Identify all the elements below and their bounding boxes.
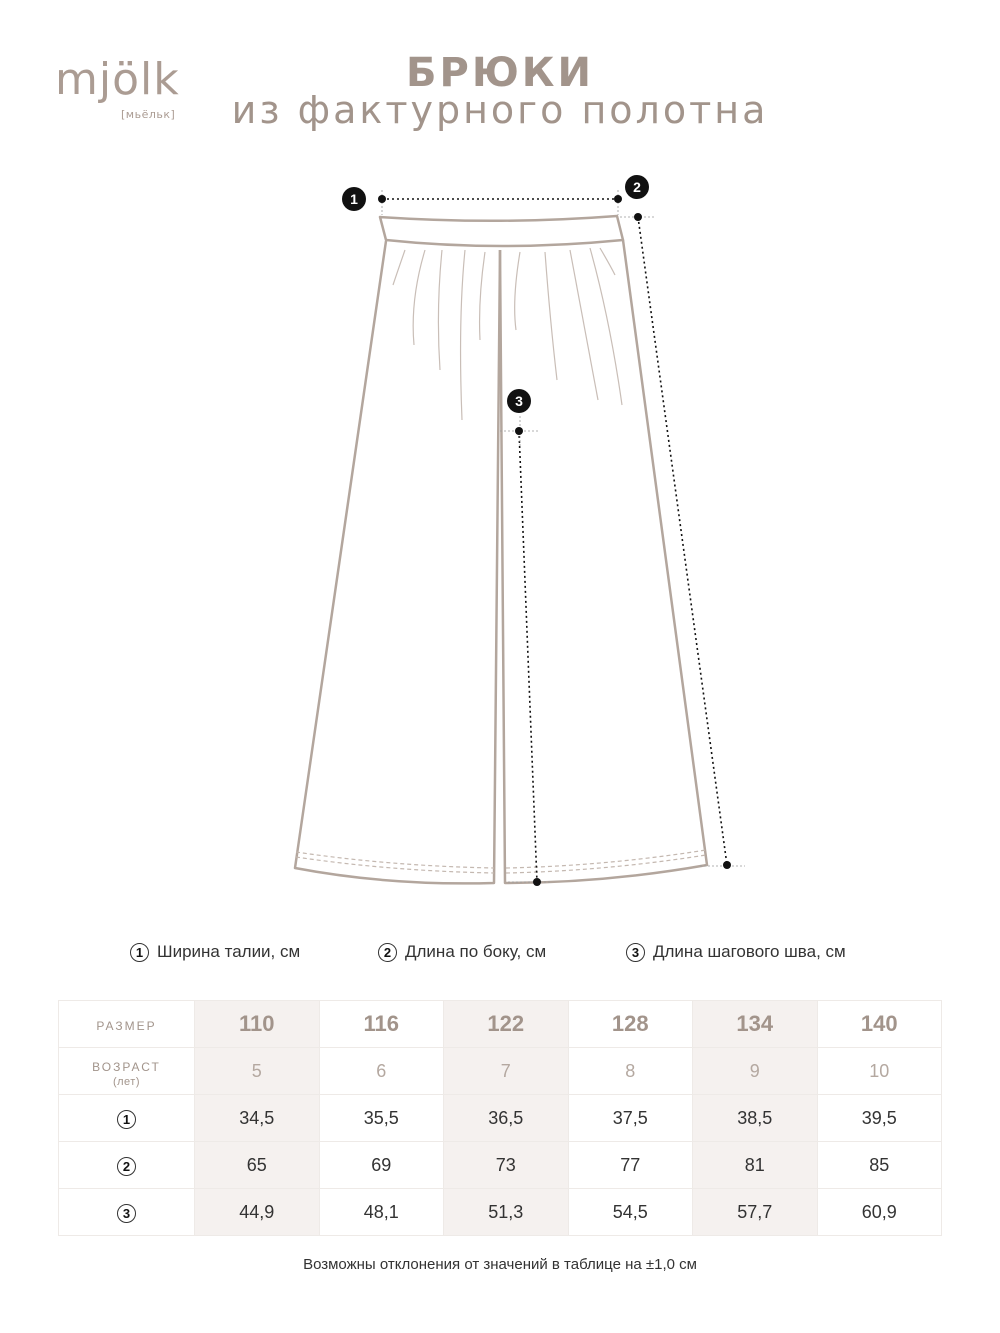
inseam-measure-line bbox=[519, 431, 537, 882]
side-measure-line bbox=[638, 217, 727, 865]
row-header-measure: 3 bbox=[59, 1189, 195, 1236]
legend-number: 1 bbox=[130, 943, 149, 962]
legend-number: 3 bbox=[626, 943, 645, 962]
table-cell: 34,5 bbox=[195, 1095, 320, 1142]
legend-item-inseam bbox=[626, 942, 846, 962]
table-cell-size: 128 bbox=[568, 1001, 693, 1048]
logo-text: mjölk bbox=[55, 54, 180, 105]
table-cell: 60,9 bbox=[817, 1189, 942, 1236]
table-cell-age: 9 bbox=[693, 1048, 818, 1095]
table-row-ages bbox=[59, 1048, 942, 1095]
table-row-inseam bbox=[59, 1189, 942, 1236]
table-cell-age: 7 bbox=[444, 1048, 569, 1095]
table-cell: 35,5 bbox=[319, 1095, 444, 1142]
table-row-side-length bbox=[59, 1142, 942, 1189]
table-cell-age: 6 bbox=[319, 1048, 444, 1095]
table-cell: 54,5 bbox=[568, 1189, 693, 1236]
table-cell: 85 bbox=[817, 1142, 942, 1189]
left-leg bbox=[295, 241, 500, 883]
table-cell: 48,1 bbox=[319, 1189, 444, 1236]
table-cell: 38,5 bbox=[693, 1095, 818, 1142]
marker-3 bbox=[507, 389, 531, 413]
legend-item-side-length bbox=[378, 942, 546, 962]
table-cell-age: 8 bbox=[568, 1048, 693, 1095]
legend-item-waist bbox=[130, 942, 300, 962]
row-header-size: РАЗМЕР bbox=[59, 1001, 195, 1048]
legend-label: Длина шагового шва, см bbox=[653, 942, 846, 961]
table-cell-size: 134 bbox=[693, 1001, 818, 1048]
table-row-waist bbox=[59, 1095, 942, 1142]
table-cell-size: 122 bbox=[444, 1001, 569, 1048]
table-cell: 69 bbox=[319, 1142, 444, 1189]
row-header-age: ВОЗРАСТ (лет) bbox=[59, 1048, 195, 1095]
legend-label: Ширина талии, см bbox=[157, 942, 301, 961]
table-cell: 51,3 bbox=[444, 1189, 569, 1236]
measurement-legend bbox=[0, 942, 1000, 970]
svg-text:3: 3 bbox=[515, 393, 523, 409]
legend-label: Длина по боку, см bbox=[405, 942, 547, 961]
table-cell-size: 116 bbox=[319, 1001, 444, 1048]
table-cell: 57,7 bbox=[693, 1189, 818, 1236]
table-cell-age: 10 bbox=[817, 1048, 942, 1095]
table-cell-size: 140 bbox=[817, 1001, 942, 1048]
table-cell: 36,5 bbox=[444, 1095, 569, 1142]
marker-1 bbox=[342, 187, 366, 211]
table-cell: 73 bbox=[444, 1142, 569, 1189]
marker-2 bbox=[625, 175, 649, 199]
page-title: БРЮКИ bbox=[406, 50, 594, 96]
size-table bbox=[58, 1000, 942, 1236]
table-cell: 44,9 bbox=[195, 1189, 320, 1236]
svg-text:2: 2 bbox=[633, 179, 641, 195]
tolerance-note: Возможны отклонения от значений в таблице на ±1,0 см bbox=[303, 1256, 697, 1273]
right-leg bbox=[500, 240, 707, 883]
table-cell: 39,5 bbox=[817, 1095, 942, 1142]
table-cell: 81 bbox=[693, 1142, 818, 1189]
row-header-measure: 1 bbox=[59, 1095, 195, 1142]
table-cell-age: 5 bbox=[195, 1048, 320, 1095]
row-header-measure: 2 bbox=[59, 1142, 195, 1189]
logo-subtext: [мьёльк] bbox=[121, 108, 176, 121]
page-subtitle: из фактурного полотна bbox=[231, 88, 769, 132]
waistband bbox=[380, 216, 623, 246]
table-cell: 77 bbox=[568, 1142, 693, 1189]
table-row-sizes bbox=[59, 1001, 942, 1048]
table-cell-size: 110 bbox=[195, 1001, 320, 1048]
table-cell: 65 bbox=[195, 1142, 320, 1189]
svg-text:1: 1 bbox=[350, 191, 358, 207]
table-cell: 37,5 bbox=[568, 1095, 693, 1142]
legend-number: 2 bbox=[378, 943, 397, 962]
left-hem-stitch bbox=[296, 852, 494, 868]
gather-lines bbox=[413, 250, 425, 345]
